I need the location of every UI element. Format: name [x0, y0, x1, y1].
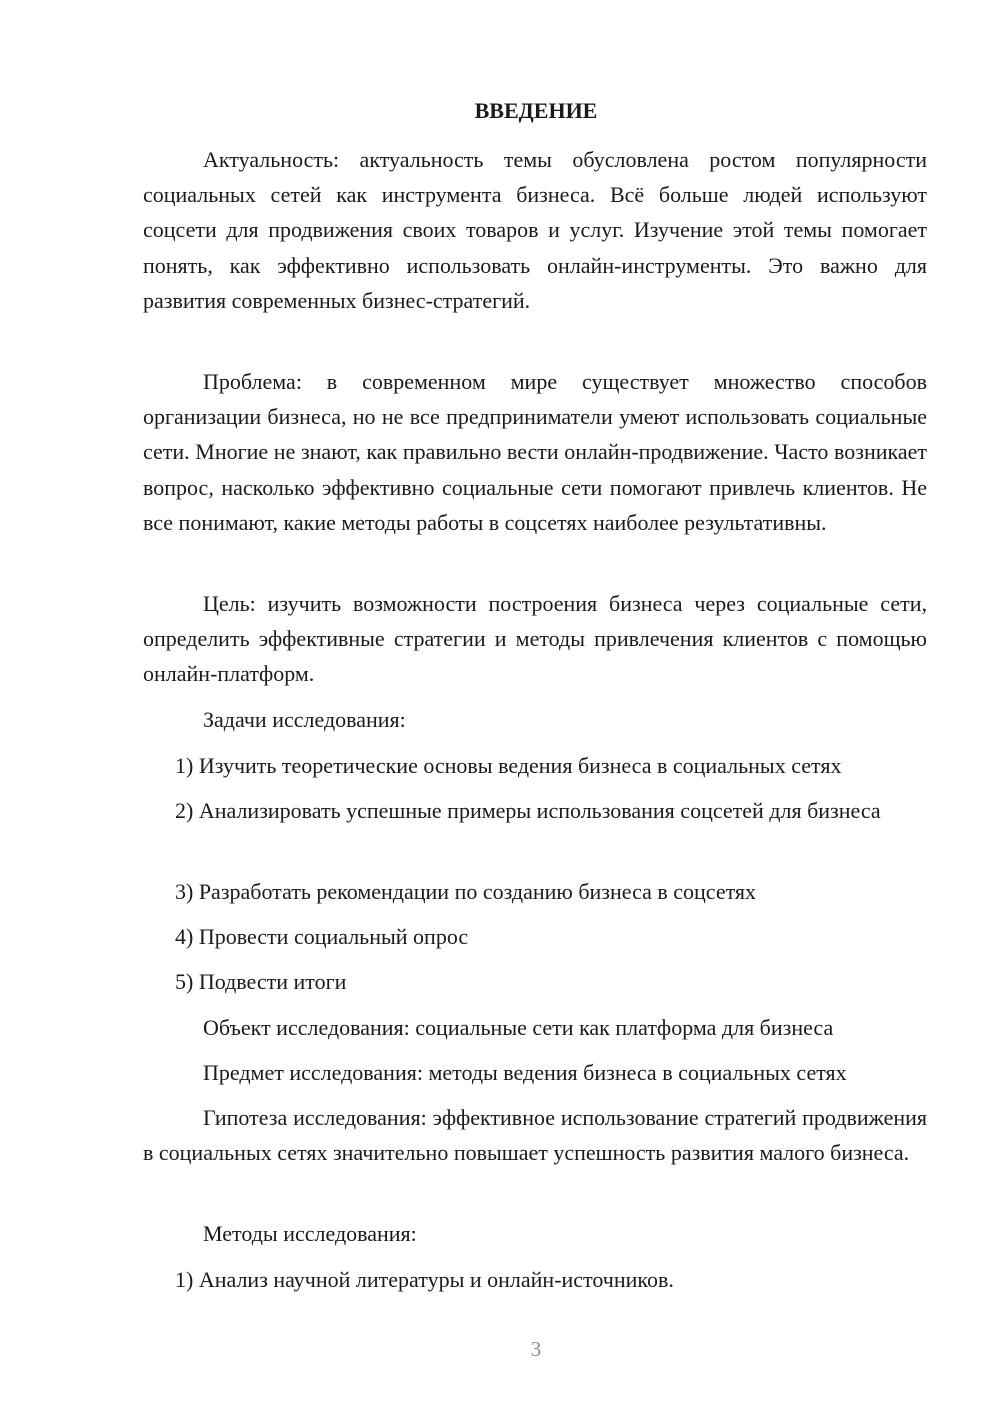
relevance-paragraph: Актуальность: актуальность темы обусловлена ростом популярности социальных сетей как инструмента бизнеса. Всё больше людей используют соцсети для продвижения своих товаров и услуг. Изучение этой темы помогает понять, как эффективно использовать онлайн-инструменты. Это важно для развития современных бизнес-стратегий. — [143, 147, 927, 313]
subject-paragraph: Предмет исследования: методы ведения бизнеса в социальных сетях — [203, 1060, 847, 1085]
page-title: ВВЕДЕНИЕ — [474, 98, 598, 123]
task-item: 4) Провести социальный опрос — [175, 924, 469, 949]
task-item: 5) Подвести итоги — [175, 969, 347, 994]
method-item: 1) Анализ научной литературы и онлайн-источников. — [175, 1267, 674, 1292]
goal-paragraph: Цель: изучить возможности построения бизнеса через социальные сети, определить эффективные стратегии и методы привлечения клиентов с помощью онлайн-платформ. — [143, 591, 927, 687]
object-paragraph: Объект исследования: социальные сети как платформа для бизнеса — [203, 1015, 834, 1040]
tasks-heading: Задачи исследования: — [203, 707, 406, 732]
task-item: 1) Изучить теоретические основы ведения бизнеса в социальных сетях — [175, 753, 842, 778]
methods-heading: Методы исследования: — [203, 1221, 417, 1246]
task-item: 3) Разработать рекомендации по созданию бизнеса в соцсетях — [175, 879, 757, 904]
problem-paragraph: Проблема: в современном мире существует множество способов организации бизнеса, но не все предприниматели умеют использовать социальные сети. Многие не знают, как правильно вести онлайн-продвижение. Часто возникает вопрос, насколько эффективно социальные сети помогают привлечь клиентов. Не все понимают, какие методы работы в соцсетях наиболее результативны. — [143, 369, 927, 535]
page-number: 3 — [530, 1337, 542, 1361]
hypothesis-paragraph: Гипотеза исследования: эффективное использование стратегий продвижения в социальных сетях значительно повышает успешность развития малого бизнеса. — [143, 1105, 927, 1166]
task-item: 2) Анализировать успешные примеры использования соцсетей для бизнеса — [175, 798, 881, 823]
